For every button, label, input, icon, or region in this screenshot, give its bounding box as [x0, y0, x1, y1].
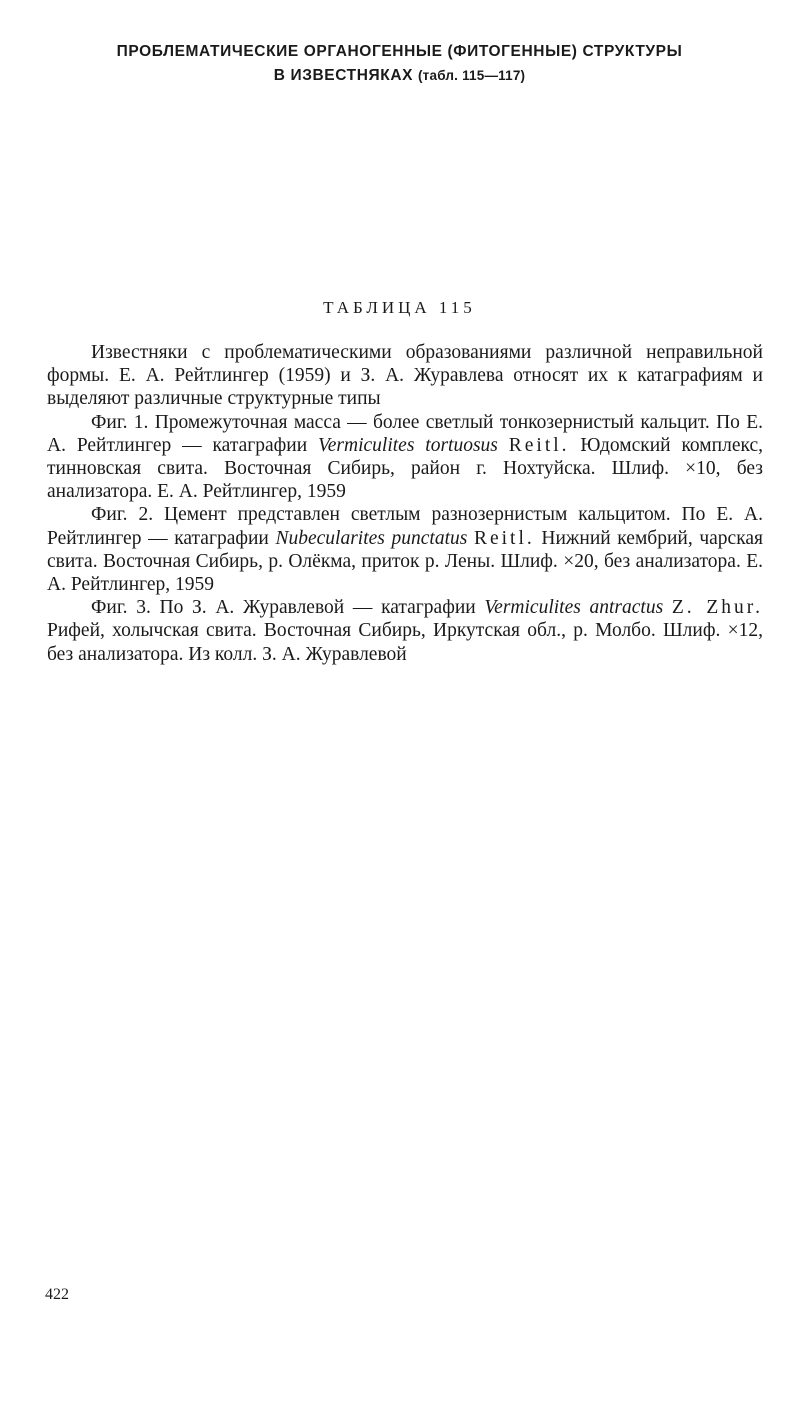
- intro-paragraph: Известняки с проблематическими образованиями различной неправильной формы. Е. А. Рейтлингер (1959) и З. А. Журавлева относят их к катаграфиям и выделяют различные структурные типы: [47, 342, 763, 410]
- figure-3-taxon: Vermiculites antractus: [484, 597, 664, 619]
- heading-plate-reference: (табл. 115—117): [417, 68, 526, 83]
- figure-2-details: Нижний кембрий, чарская свита. Восточная Сибирь, р. Олёкма, приток р. Лены. Шлиф. ×20, без анализатора. Е. А. Рейтлингер, 1959: [47, 527, 764, 596]
- plate-caption-text: [47, 341, 763, 666]
- figure-3-author: Z. Zhur.: [671, 597, 764, 619]
- figure-2-author: Reitl.: [473, 527, 535, 549]
- figure-caption-2: [47, 503, 763, 596]
- page-number: 422: [45, 1286, 69, 1303]
- figure-1-author: Reitl.: [508, 434, 570, 456]
- heading-line-2: [0, 64, 799, 88]
- figure-1-taxon: Vermiculites tortuosus: [318, 434, 498, 456]
- figure-3-details: Рифей, холычская свита. Восточная Сибирь, Иркутская обл., р. Молбо. Шлиф. ×12, без анализатора. Из колл. З. А. Журавлевой: [47, 620, 763, 665]
- heading-line-2-main: В ИЗВЕСТНЯКАХ: [273, 67, 414, 84]
- figure-caption-1: [47, 411, 763, 504]
- figure-3-lead: Фиг. 3. По З. А. Журавлевой — катаграфии: [91, 597, 476, 619]
- figure-2-lead: Фиг. 2. Цемент представлен светлым разнозернистым кальцитом. По Е. А. Рейтлингер — катаграфии: [47, 504, 763, 549]
- figure-2-taxon: Nubecularites punctatus: [275, 527, 468, 549]
- heading-line-1: ПРОБЛЕМАТИЧЕСКИЕ ОРГАНОГЕННЫЕ (ФИТОГЕННЫЕ) СТРУКТУРЫ: [116, 43, 683, 60]
- figure-1-details: Юдомский комплекс, тинновская свита. Восточная Сибирь, район г. Нохтуйска. Шлиф. ×10, без анализатора. Е. А. Рейтлингер, 1959: [47, 434, 763, 503]
- section-heading: [0, 40, 799, 88]
- figure-1-lead: Фиг. 1. Промежуточная масса — более светлый тонкозернистый кальцит. По Е. А. Рейтлингер — катаграфии: [47, 411, 763, 456]
- figure-caption-3: [47, 596, 763, 666]
- plate-title: ТАБЛИЦА 115: [323, 298, 476, 317]
